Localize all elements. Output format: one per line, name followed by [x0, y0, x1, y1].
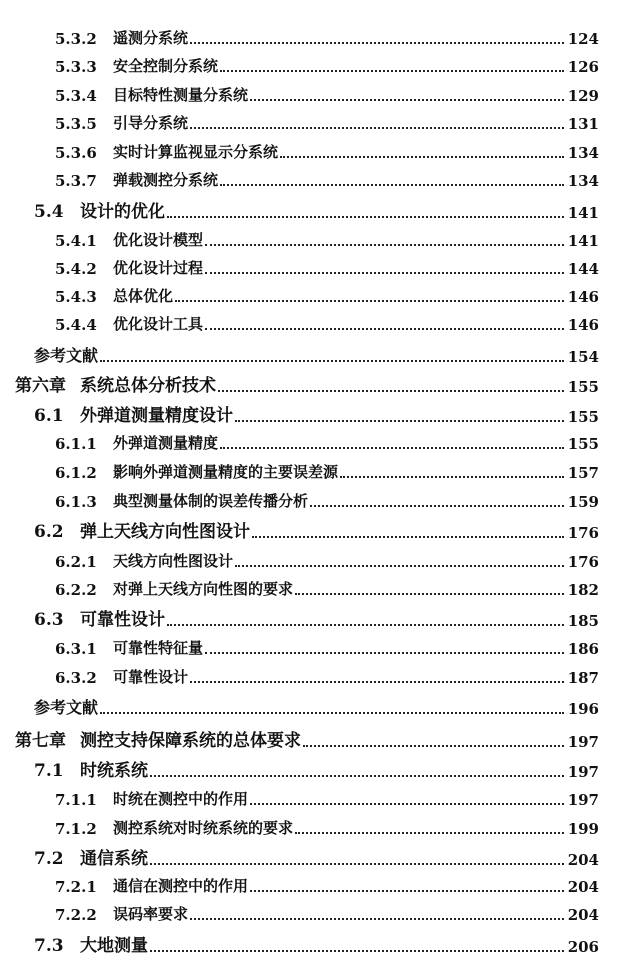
toc-entry: [55, 168, 599, 190]
dot-leader: [190, 681, 564, 683]
section-title: 影响外弹道测量精度的主要误差源: [113, 463, 339, 481]
section-title: 外弹道测量精度设计: [80, 406, 233, 426]
section-title: 时统在测控中的作用: [113, 790, 249, 808]
dot-leader: [205, 652, 564, 654]
section-title: 优化设计过程: [113, 259, 204, 277]
toc-entry: [55, 577, 599, 599]
section-title: 误码率要求: [113, 905, 189, 923]
dot-leader: [205, 244, 564, 246]
dot-leader: [167, 624, 564, 626]
dot-leader: [220, 447, 564, 449]
page-number: 155: [567, 408, 599, 426]
section-number: 7.2.2: [55, 906, 97, 924]
page-number: 206: [567, 938, 599, 956]
dot-leader: [220, 184, 564, 186]
section-title: 可靠性设计: [80, 610, 165, 630]
toc-chapter: [15, 727, 599, 751]
dot-leader: [340, 476, 564, 478]
section-title: 参考文献: [34, 346, 99, 365]
dot-leader: [252, 536, 564, 538]
page-number: 197: [567, 791, 599, 809]
toc-entry-references: [34, 694, 599, 718]
toc-entry: [55, 636, 599, 658]
dot-leader: [295, 593, 564, 595]
section-title: 安全控制分系统: [113, 57, 219, 75]
page-number: 197: [567, 763, 599, 781]
section-title: 总体优化: [113, 287, 174, 305]
section-number: 6.1.2: [55, 464, 97, 482]
dot-leader: [100, 360, 564, 362]
page-number: 186: [567, 640, 599, 658]
page-number: 134: [567, 144, 599, 162]
page-number: 141: [567, 232, 599, 250]
dot-leader: [295, 832, 564, 834]
toc-entry: [55, 140, 599, 162]
dot-leader: [250, 99, 564, 101]
toc-entry: [34, 757, 599, 781]
section-number: 7.1.2: [55, 820, 97, 838]
dot-leader: [100, 712, 564, 714]
toc-entry: [55, 874, 599, 896]
section-number: 7.3: [34, 936, 64, 956]
page-number: 176: [567, 524, 599, 542]
section-number: 6.3.1: [55, 640, 97, 658]
toc-entry: [55, 489, 599, 511]
section-number: 7.1.1: [55, 791, 97, 809]
toc-entry: [55, 431, 599, 453]
section-title: 对弹上天线方向性图的要求: [113, 580, 294, 598]
section-title: 优化设计工具: [113, 315, 204, 333]
section-number: 5.3.7: [55, 172, 97, 190]
toc-entry: [55, 111, 599, 133]
section-title: 天线方向性图设计: [113, 552, 234, 570]
section-title: 通信系统: [80, 849, 148, 869]
section-number: 5.3.2: [55, 30, 97, 48]
chapter-number: 第六章: [15, 376, 66, 396]
section-title: 目标特性测量分系统: [113, 86, 249, 104]
toc-chapter: [15, 372, 599, 396]
page-number: 204: [567, 906, 599, 924]
page-number: 204: [567, 851, 599, 869]
toc-entry: [55, 665, 599, 687]
toc-entry: [55, 312, 599, 334]
section-number: 6.2.1: [55, 553, 97, 571]
toc-entry: [55, 83, 599, 105]
page-number: 199: [567, 820, 599, 838]
section-number: 5.3.6: [55, 144, 97, 162]
section-title: 可靠性特征量: [113, 639, 204, 657]
toc-entry: [55, 256, 599, 278]
dot-leader: [303, 745, 564, 747]
page-number: 129: [567, 87, 599, 105]
dot-leader: [150, 775, 564, 777]
section-number: 7.2: [34, 849, 64, 869]
section-number: 5.4.2: [55, 260, 97, 278]
dot-leader: [150, 863, 564, 865]
dot-leader: [310, 505, 564, 507]
toc-entry: [55, 284, 599, 306]
toc-entry-references: [34, 342, 599, 366]
page-number: 131: [567, 115, 599, 133]
toc-entry: [34, 606, 599, 630]
chapter-number: 第七章: [15, 731, 66, 751]
dot-leader: [150, 950, 564, 952]
page-number: 146: [567, 288, 599, 306]
section-number: 7.1: [34, 761, 64, 781]
page-number: 155: [567, 378, 599, 396]
page-number: 187: [567, 669, 599, 687]
section-number: 5.3.5: [55, 115, 97, 133]
section-title: 大地测量: [80, 936, 148, 956]
section-title: 实时计算监视显示分系统: [113, 143, 279, 161]
section-title: 通信在测控中的作用: [113, 877, 249, 895]
page-number: 196: [567, 700, 599, 718]
dot-leader: [280, 156, 564, 158]
dot-leader: [220, 70, 564, 72]
page-number: 126: [567, 58, 599, 76]
page-number: 182: [567, 581, 599, 599]
section-number: 6.1.3: [55, 493, 97, 511]
page-number: 154: [567, 348, 599, 366]
page-number: 185: [567, 612, 599, 630]
page-number: 176: [567, 553, 599, 571]
dot-leader: [167, 216, 564, 218]
page-number: 155: [567, 435, 599, 453]
page-number: 204: [567, 878, 599, 896]
section-title: 可靠性设计: [113, 668, 189, 686]
toc-entry: [55, 902, 599, 924]
chapter-title: 系统总体分析技术: [80, 376, 216, 396]
toc-entry: [55, 816, 599, 838]
section-title: 外弹道测量精度: [113, 434, 219, 452]
toc-entry: [55, 228, 599, 250]
dot-leader: [175, 300, 564, 302]
toc-entry: [34, 932, 599, 956]
dot-leader: [190, 918, 564, 920]
section-number: 6.2: [34, 522, 64, 542]
page-number: 134: [567, 172, 599, 190]
page-number: 144: [567, 260, 599, 278]
section-number: 6.2.2: [55, 581, 97, 599]
section-number: 6.1: [34, 406, 64, 426]
section-title: 时统系统: [80, 761, 148, 781]
page-number: 124: [567, 30, 599, 48]
dot-leader: [190, 42, 564, 44]
section-title: 遥测分系统: [113, 29, 189, 47]
toc-entry: [55, 54, 599, 76]
toc-entry: [55, 460, 599, 482]
toc-entry: [34, 402, 599, 426]
dot-leader: [205, 328, 564, 330]
toc-entry: [34, 518, 599, 542]
section-number: 5.4.1: [55, 232, 97, 250]
section-title: 设计的优化: [80, 202, 165, 222]
dot-leader: [218, 390, 564, 392]
toc-entry: [55, 787, 599, 809]
dot-leader: [190, 127, 564, 129]
page-number: 159: [567, 493, 599, 511]
toc-entry: [55, 26, 599, 48]
section-number: 5.4: [34, 202, 64, 222]
toc-entry: [55, 549, 599, 571]
section-number: 6.3: [34, 610, 64, 630]
section-title: 引导分系统: [113, 114, 189, 132]
dot-leader: [250, 803, 564, 805]
dot-leader: [250, 890, 564, 892]
dot-leader: [205, 272, 564, 274]
page-number: 146: [567, 316, 599, 334]
toc-entry: [34, 845, 599, 869]
section-title: 参考文献: [34, 698, 99, 717]
section-number: 5.3.3: [55, 58, 97, 76]
section-number: 5.4.3: [55, 288, 97, 306]
chapter-title: 测控支持保障系统的总体要求: [80, 731, 301, 751]
section-number: 5.3.4: [55, 87, 97, 105]
section-title: 典型测量体制的误差传播分析: [113, 492, 309, 510]
toc-entry: [34, 198, 599, 222]
section-number: 7.2.1: [55, 878, 97, 896]
section-title: 测控系统对时统系统的要求: [113, 819, 294, 837]
section-title: 弹载测控分系统: [113, 171, 219, 189]
section-number: 6.3.2: [55, 669, 97, 687]
dot-leader: [235, 565, 564, 567]
page-number: 197: [567, 733, 599, 751]
section-number: 5.4.4: [55, 316, 97, 334]
page-number: 157: [567, 464, 599, 482]
section-number: 6.1.1: [55, 435, 97, 453]
section-title: 弹上天线方向性图设计: [80, 522, 250, 542]
section-title: 优化设计模型: [113, 231, 204, 249]
page-number: 141: [567, 204, 599, 222]
dot-leader: [235, 420, 564, 422]
